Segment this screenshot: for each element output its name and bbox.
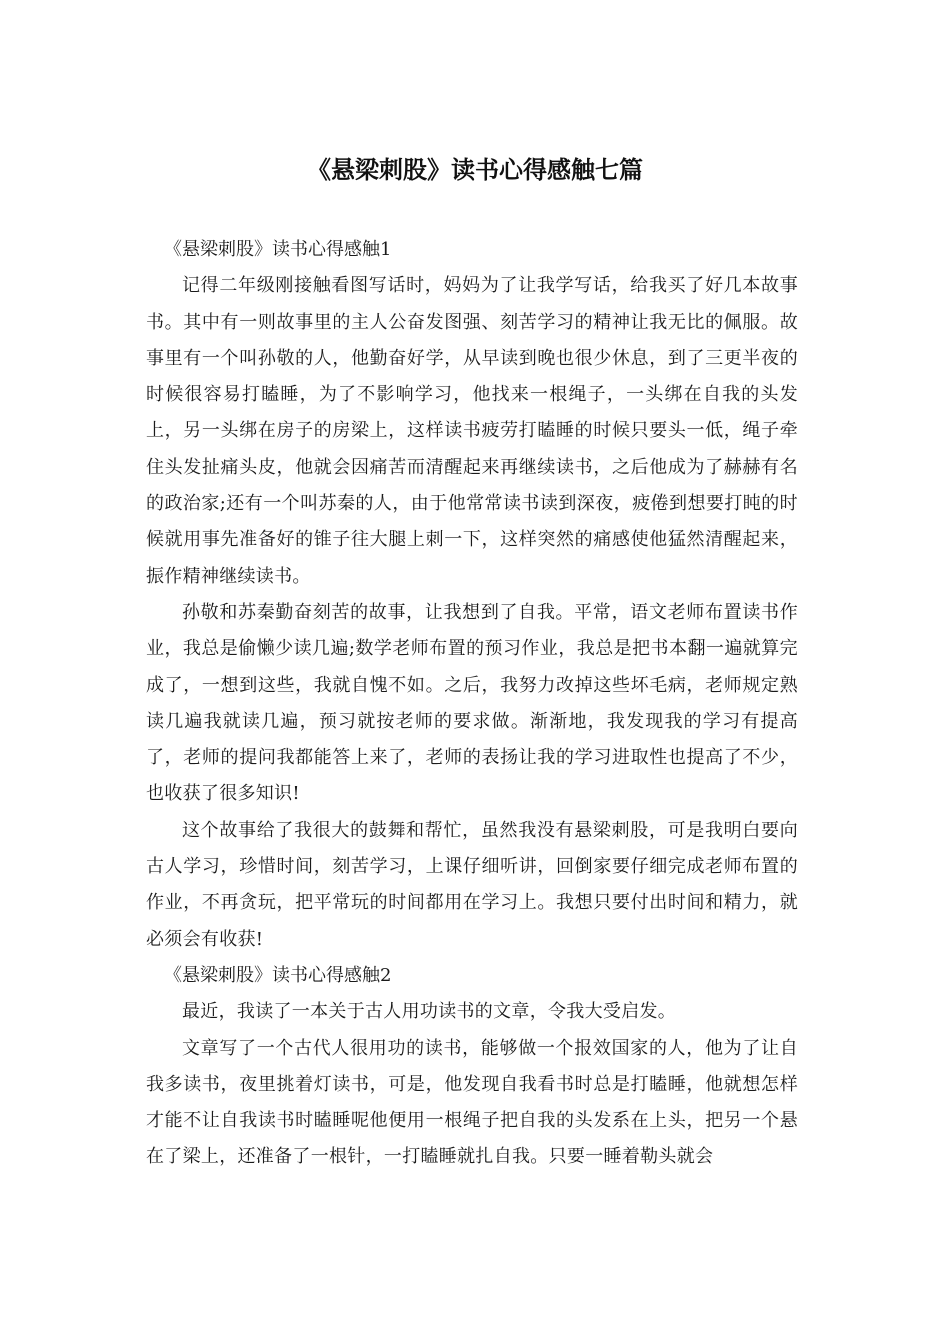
paragraph: 孙敬和苏秦勤奋刻苦的故事，让我想到了自我。平常，语文老师布置读书作业，我总是偷懒少读几遍;数学老师布置的预习作业，我总是把书本翻一遍就算完成了，一想到这些，我就自愧不如。之后，我努力改掉这些坏毛病，老师规定熟读几遍我就读几遍，预习就按老师的要求做。渐渐地，我发现我的学习有提高了，老师的提问我都能答上来了，老师的表扬让我的学习进取性也提高了不少，也收获了很多知识! — [146, 601, 798, 805]
paragraph: 记得二年级刚接触看图写话时，妈妈为了让我学写话，给我买了好几本故事书。其中有一则故事里的主人公奋发图强、刻苦学习的精神让我无比的佩服。故事里有一个叫孙敬的人，他勤奋好学，从早读到晚也很少休息，到了三更半夜的时候很容易打瞌睡，为了不影响学习，他找来一根绳子，一头绑在自我的头发上，另一头绑在房子的房梁上，这样读书疲劳打瞌睡的时候只要头一低，绳子牵住头发扯痛头皮，他就会因痛苦而清醒起来再继续读书，之后他成为了赫赫有名的政治家;还有一个叫苏秦的人，由于他常常读书读到深夜，疲倦到想要打盹的时候就用事先准备好的锥子往大腿上刺一下，这样突然的痛感使他猛然清醒起来，振作精神继续读书。 — [146, 275, 798, 587]
document-body — [146, 232, 798, 1176]
paragraph: 最近，我读了一本关于古人用功读书的文章，令我大受启发。 — [182, 1001, 677, 1023]
document-title: 《悬梁刺股》读书心得感触七篇 — [307, 156, 643, 184]
paragraph: 文章写了一个古代人很用功的读书，能够做一个报效国家的人，他为了让自我多读书，夜里挑着灯读书，可是，他发现自我看书时总是打瞌睡，他就想怎样才能不让自我读书时瞌睡呢他便用一根绳子把自我的头发系在上头，把另一个悬在了梁上，还准备了一根针，一打瞌睡就扎自我。只要一睡着勒头就会 — [146, 1037, 798, 1168]
paragraph: 这个故事给了我很大的鼓舞和帮忙，虽然我没有悬梁刺股，可是我明白要向古人学习，珍惜时间，刻苦学习，上课仔细听讲，回倒家要仔细完成老师布置的作业，不再贪玩，把平常玩的时间都用在学习上。我想只要付出时间和精力，就必须会有收获! — [146, 819, 798, 950]
section-heading: 《悬梁刺股》读书心得感触2 — [164, 964, 392, 986]
section-heading: 《悬梁刺股》读书心得感触1 — [164, 239, 392, 260]
